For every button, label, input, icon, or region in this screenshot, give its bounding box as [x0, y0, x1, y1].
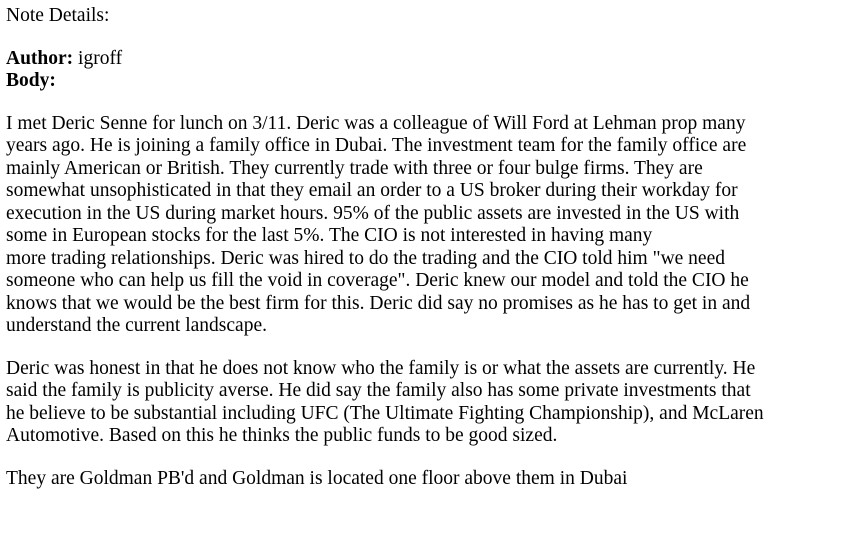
body-paragraph-2 [6, 358, 844, 448]
body-line: years ago. He is joining a family office in Dubai. The investment team for the family office are [6, 135, 747, 156]
note-meta [6, 48, 844, 93]
body-line: somewhat unsophisticated in that they email an order to a US broker during their workday for [6, 180, 738, 201]
body-line: knows that we would be the best firm for this. Deric did say no promises as he has to get in and [6, 292, 751, 314]
body-line: understand the current landscape. [6, 315, 267, 336]
body-paragraph-1 [6, 113, 844, 338]
body-line: Automotive. Based on this he thinks the public funds to be good sized. [6, 425, 558, 446]
body-line: said the family is publicity averse. He did say the family also has some private investments that [6, 380, 751, 401]
author-row [6, 48, 844, 71]
body-line: more trading relationships. Deric was hired to do the trading and the CIO told him "we need [6, 247, 725, 269]
body-line: Deric was honest in that he does not know who the family is or what the assets are currently. He [6, 357, 756, 379]
body-line: execution in the US during market hours. 95% of the public assets are invested in the US with [6, 202, 740, 224]
body-paragraph-3 [6, 468, 844, 491]
body-line: mainly American or British. They currently trade with three or four bulge firms. They are [6, 157, 703, 179]
author-value: igroff [78, 47, 123, 69]
body-line: someone who can help us fill the void in coverage". Deric knew our model and told the CIO he [6, 270, 749, 291]
body-line: They are Goldman PB'd and Goldman is located one floor above them in Dubai [6, 467, 628, 489]
body-line: some in European stocks for the last 5%. The CIO is not interested in having many [6, 225, 653, 246]
body-line: I met Deric Senne for lunch on 3/11. Deric was a colleague of Will Ford at Lehman prop many [6, 112, 746, 134]
body-label: Body: [6, 70, 56, 91]
body-row [6, 70, 844, 93]
author-label: Author: [6, 47, 74, 69]
body-line: he believe to be substantial including UFC (The Ultimate Fighting Championship), and McLaren [6, 402, 764, 424]
page-heading: Note Details: [6, 5, 110, 26]
